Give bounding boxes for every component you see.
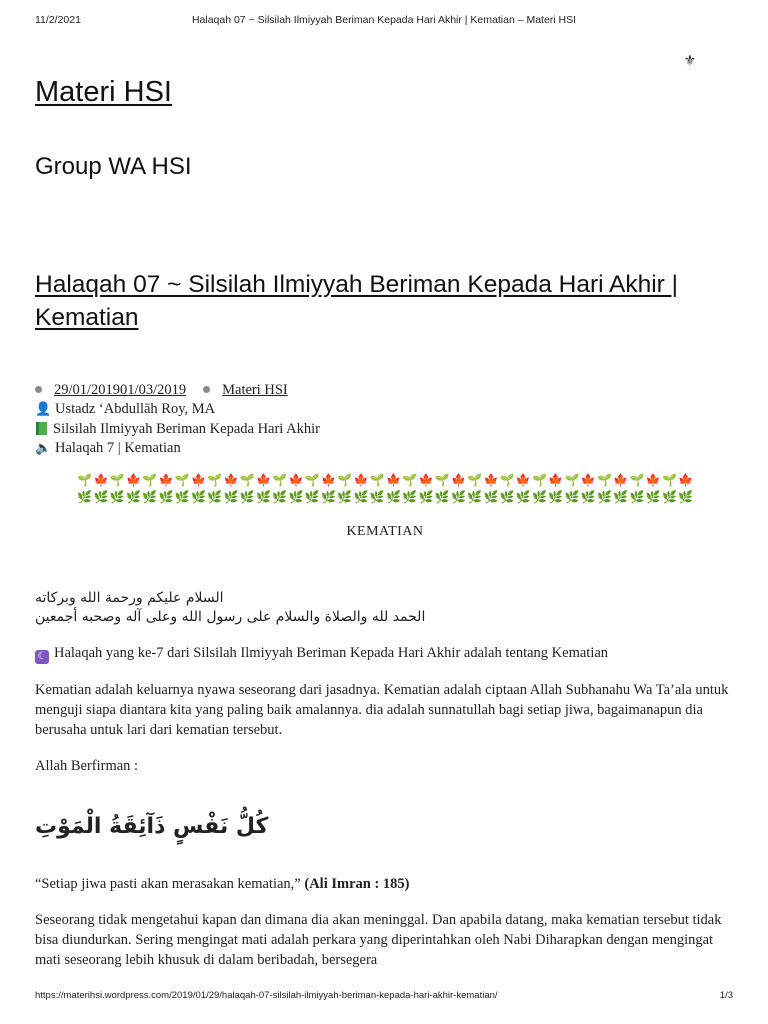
bullet-dot-icon <box>203 386 210 393</box>
print-page-number: 1/3 <box>719 990 733 1001</box>
ustadz-name: Ustadz ‘Abdullāh Roy, MA <box>55 401 216 418</box>
verse-translation-text: “Setiap jiwa pasti akan merasakan kematian,” <box>35 876 301 892</box>
episode-line <box>35 439 735 459</box>
grass-decoration-row: 🌿🌿🌿🌿🌿🌿🌿🌿🌿🌿🌿🌿🌿🌿🌿🌿🌿🌿🌿🌿🌿🌿🌿🌿🌿🌿🌿🌿🌿🌿🌿🌿🌿🌿🌿🌿🌿🌿 <box>77 490 695 504</box>
post-date-link[interactable]: 29/01/201901/03/2019 <box>54 381 187 398</box>
print-header <box>35 14 733 30</box>
verse-reference: (Ali Imran : 185) <box>304 876 410 892</box>
site-description: Group WA HSI <box>35 153 192 180</box>
crescent-moon-icon: ☾ <box>35 650 49 664</box>
article-heading: KEMATIAN <box>346 524 424 539</box>
paragraph-1: Kematian adalah keluarnya nyawa seseorang dari jasadnya. Kematian adalah ciptaan Allah Subhanahu Wa Ta’ala untuk menguji siapa diantara kita yang paling baik amalannya. dia adalah sunnatullah bagi setiap jiwa, bagaimanapun dia berusaha untuk lari dari kematian tersebut. <box>35 682 729 738</box>
paragraph-2: Seseorang tidak mengetahui kapan dan dimana dia akan meninggal. Dan apabila datang, maka kematian tersebut tidak bisa diundurkan. Sering mengingat mati adalah perkara yang diperintahkan oleh Nabi Diharapkan dengan mengingat mati seseorang lebih khusuk di dalam beribadah, bersegera <box>35 912 722 968</box>
post-author-link[interactable]: Materi HSI <box>222 381 288 398</box>
arabic-praise: الحمد لله والصلاة والسلام على رسول الله وعلى آله وصحبه أجمعين <box>35 609 426 625</box>
allah-says: Allah Berfirman : <box>35 758 139 774</box>
ustadz-line <box>35 400 735 420</box>
flower-decoration-row: 🌱🍁🌱🍁🌱🍁🌱🍁🌱🍁🌱🍁🌱🍁🌱🍁🌱🍁🌱🍁🌱🍁🌱🍁🌱🍁🌱🍁🌱🍁🌱🍁🌱🍁🌱🍁🌱🍁 <box>77 473 695 487</box>
intro-text: Halaqah yang ke-7 dari Silsilah Ilmiyyah Beriman Kepada Hari Akhir adalah tentang Kematian <box>54 645 609 661</box>
arabic-greeting: السلام عليكم ورحمة الله وبركاته <box>35 590 224 606</box>
fleur-de-lis-icon: ⚜ <box>683 52 696 68</box>
episode-name: Halaqah 7 | Kematian <box>55 440 181 457</box>
intro-paragraph <box>35 643 735 664</box>
bullet-dot-icon <box>35 386 42 393</box>
book-icon <box>36 422 47 435</box>
print-footer <box>35 990 733 1004</box>
speaker-icon: 🔈 <box>35 440 52 456</box>
series-line <box>35 419 735 439</box>
print-url: https://materihsi.wordpress.com/2019/01/29/halaqah-07-silsilah-ilmiyyah-beriman-kepada-hari-akhir-kematian/ <box>35 990 498 1001</box>
post-title-link[interactable]: Halaqah 07 ~ Silsilah Ilmiyyah Beriman Kepada Hari Akhir | Kematian <box>35 271 679 331</box>
post-meta <box>35 380 735 400</box>
arabic-opening <box>35 589 735 627</box>
site-title-link[interactable]: Materi HSI <box>35 76 172 108</box>
quran-verse: كُلُّ نَفْسٍ ذَآئِقَةُ الْمَوْتِ <box>35 814 269 839</box>
series-name: Silsilah Ilmiyyah Beriman Kepada Hari Akhir <box>53 420 320 437</box>
print-date: 11/2/2021 <box>35 14 81 26</box>
print-page-title: Halaqah 07 ~ Silsilah Ilmiyyah Beriman Kepada Hari Akhir | Kematian – Materi HSI <box>191 14 577 26</box>
person-icon: 👤 <box>35 401 52 417</box>
verse-translation <box>35 874 735 894</box>
article-content <box>35 380 735 970</box>
